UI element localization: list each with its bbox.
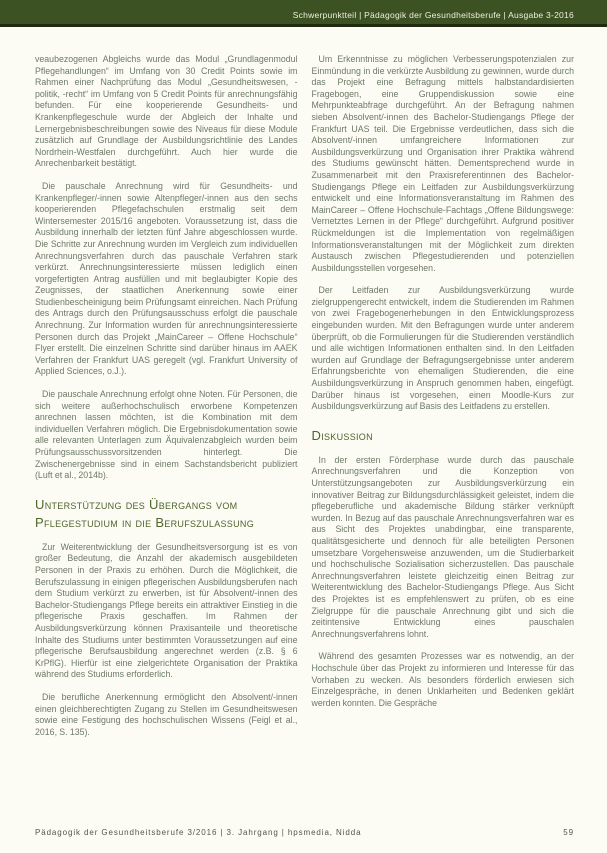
paragraph: In der ersten Förderphase wurde durch das pauschale Anrechnungsverfahren und die Konzeption von Unterstützungsangeboten zur Ausbildungsverkürzung ein innovativer Beitrag zur Bildungsdurchlässigkeit geleistet, indem die pflegeberufliche und akademische Bildung stärker verknüpft wurden. In Bezug auf das pauschale Anrechnungsverfahren war es aus Sicht des Projektes unabdingbar, eine transparente, qualitätsgesicherte und dennoch für alle beteiligten Personen umsetzbare Vorgehensweise anzuwenden, um die Studierbarkeit und hochschulische Sozialisation sicherzustellen. Das pauschale Anrechnungsverfahren leistete gleichzeitig einen Beitrag zur Weiterentwicklung des Bachelor-Studiengangs Pflege. Aus Sicht des Projektes ist es empfehlenswert zu prüfen, ob es eine Zielgruppe für die pauschale Anrechnung gibt und sich die zeitintensive Entwicklung eines pauschalen Anrechnungsverfahrens lohnt. [311,454,574,639]
right-column [312,54,575,821]
running-head: Schwerpunktteil | Pädagogik der Gesundheitsberufe | Ausgabe 3-2016 [292,10,574,20]
section-heading-diskussion: Diskussion [311,427,373,443]
paragraph: Die berufliche Anerkennung ermöglicht den Absolvent/-innen einen gleichberechtigten Zugang zu Stellen im Gesundheitswesen sowie eine Festigung des hochschulischen Wissens (Feigl et al., 2016, S. 135). [35,691,298,737]
paragraph: Die pauschale Anrechnung wird für Gesundheits- und Krankenpfleger/-innen sowie Altenpfleger/-innen aus den sechs kooperierenden Pflegefachschulen erstmalig seit dem Wintersemester 2015/16 angeboten. Voraussetzung ist, dass die Ausbildung innerhalb der letzten fünf Jahre abgeschlossen wurde. Die Schritte zur Anrechnung wurden im Vergleich zum individuellen Anrechnungsverfahren durch das pauschale Verfahren stark verkürzt. Anrechnungsinteressierte müssen lediglich einen vorgefertigten Antrag ausfüllen und mit beglaubigter Kopie des Zeugnisses, der staatlichen Anerkennung sowie einer Studienbescheinigung beim Prüfungsamt einreichen. Nach Prüfung des Antrags durch den Prüfungsausschuss erfolgt die pauschale Anrechnung. Zur Information wurden für anrechnungsinteressierte Personen durch das Projekt „MainCareer – Offene Hochschule“ Flyer erstellt. Die einzelnen Schritte sind darüber hinaus im AAEK Verfahren der Frankfurt UAS geregelt (vgl. Frankfurt University of Applied Sciences, o.J.). [35,180,298,377]
paragraph: Die pauschale Anrechnung erfolgt ohne Noten. Für Personen, die sich weitere außerhochschulisch erworbene Kompetenzen anrechnen lassen möchten, ist die Kombination mit dem individuellen Verfahren möglich. Die Ergebnisdokumentation sowie alle relevanten Unterlagen zum Äquivalenzabgleich wurden beim Prüfungsausschussvorsitzenden hinterlegt. Die Zwischenergebnisse sind in einem Sachstandsbericht publiziert (Luft et al., 2014b). [35,389,298,481]
paragraph: Um Erkenntnisse zu möglichen Verbesserungspotenzialen zur Einmündung in die verkürzte Ausbildung zu gewinnen, wurde durch das Projekt eine Befragung mittels halbstandardisierten Fragebogen, eine Gruppendiskussion sowie eine Mehrpunkteabfrage durchgeführt. An der Befragung nahmen sieben Absolvent/-innen des Bachelor-Studiengangs Pflege der Frankfurt UAS teil. Die Ergebnisse verdeutlichen, dass sich die Absolvent/-innen umfangreichere Informationen zur Ausbildungsverkürzung und Organisation ihrer Praktika während des Studiums gewünscht hätten. Dementsprechend wurde in Zusammenarbeit mit den Praxisreferentinnen des Bachelor-Studiengangs Pflege ein Leitfaden zur Ausbildungsverkürzung entwickelt und eine Informationsveranstaltung im Rahmen des MainCareer – Offene Hochschule-Fachtags „Offene Bildungswege: Vernetztes Lernen in der Pflege“ durchgeführt. Aufgrund positiver Rückmeldungen ist die Implementation von regelmäßigen Informationsveranstaltungen mit der Möglichkeit zum direkten Austausch zwischen Pflegestudierenden und potenziellen Ausbildungsstellen vorgesehen. [311,54,574,273]
section-heading-uebergang: Unterstützung des Übergangs vom Pflegestudium in die Berufszulassung [35,496,254,530]
paragraph: Während des gesamten Prozesses war es notwendig, an der Hochschule über das Projekt zu informieren und Interesse für das Vorhaben zu wecken. Als besonders förderlich erwiesen sich Einzelgespräche, in denen Unklarheiten und Bedenken geklärt werden konnten. Die Gespräche [311,651,574,708]
article-body [35,54,574,821]
page-footer [35,828,574,837]
paragraph: Zur Weiterentwicklung der Gesundheitsversorgung ist es von großer Bedeutung, die Anzahl der akademisch ausgebildeten Personen in der Praxis zu erhöhen. Durch die Möglichkeit, die Berufszulassung in einigen pflegerischen Ausbildungsberufen nach dem Studium verkürzt zu erwerben, ist für Absolvent/-innen des Bachelor-Studiengangs Pflege bereits ein attraktiver Einstieg in die pflegerische Praxis geschaffen. Im Rahmen der Ausbildungsverkürzung können Praxisanteile und theoretische Inhalte des Studiums unter bestimmten Voraussetzungen auf eine pflegerische Berufsausbildung angerechnet werden (z.B. § 6 KrPflG). Hierfür ist eine zielgerichtete Organisation der Praktika während des Studiums erforderlich. [35,541,298,680]
page-number: 59 [563,828,574,837]
page-header-bar [0,0,607,27]
left-column [35,54,298,821]
paragraph-continuation: veaubezogenen Abgleichs wurde das Modul „Grundlagenmodul Pflegehandlungen“ im Umfang von 30 Credit Points sowie im Rahmen einer Nachprüfung das Modul „Gesundheitswesen, -politik, -recht“ im Umfang von 5 Credit Points für anrechnungsfähig befunden. Für eine kooperierende Gesundheits- und Krankenpflegeschule wurde der Abgleich der Inhalte und Lernergebnisbeschreibungen sowie des Niveaus für diese Module zusätzlich auf Grundlage der Ausbildungsrichtlinie des Landes Nordrhein-Westfalen durchgeführt. Auch hier wurde die Anrechenbarkeit bestätigt. [35,54,298,169]
footer-journal-info: Pädagogik der Gesundheitsberufe 3/2016 | 3. Jahrgang | hpsmedia, Nidda [35,828,362,837]
paragraph: Der Leitfaden zur Ausbildungsverkürzung wurde zielgruppengerecht entwickelt, indem die Studierenden im Rahmen von zwei Fragebogenerhebungen in den Entwicklungsprozess eingebunden wurden. Mit den Befragungen wurde unter anderem überprüft, ob die Formulierungen für die Studierenden verständlich und alle wichtigen Informationen enthalten sind. In den Leitfaden wurden auf Grundlage der Befragungsergebnisse unter anderem Erfahrungsberichte von ehemaligen Studierenden, die eine Ausbildungsverkürzung in Anspruch genommen haben, eingefügt. Darüber hinaus ist vorgesehen, einen Moodle-Kurs zur Ausbildungsverkürzung auf Basis des Leitfadens zu erstellen. [311,285,574,412]
